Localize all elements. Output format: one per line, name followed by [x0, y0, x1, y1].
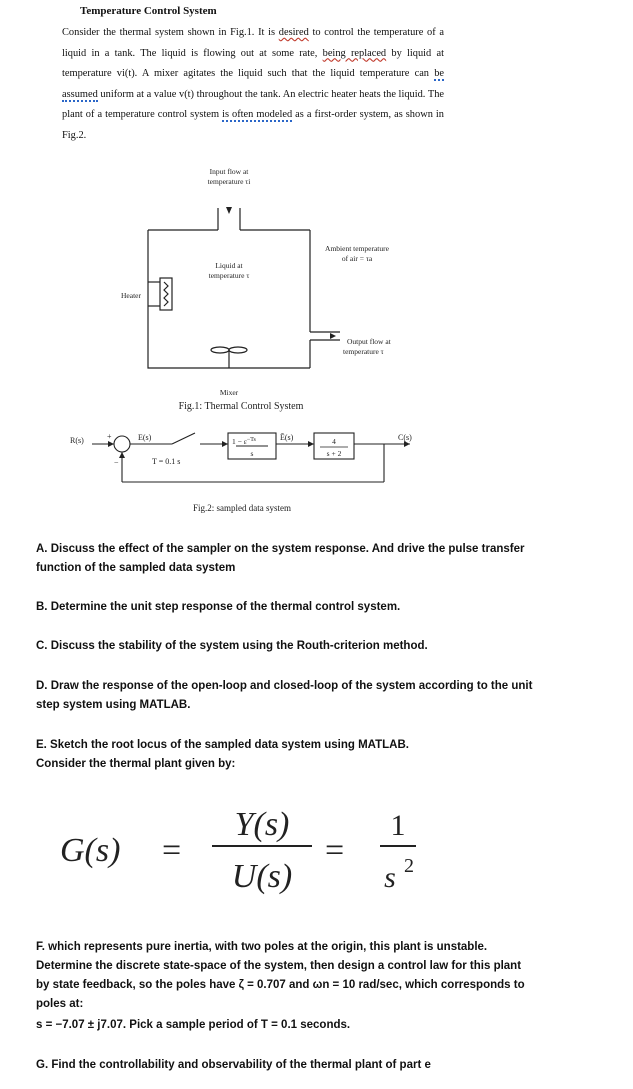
- formula-lhs: G(s): [60, 832, 121, 869]
- intro-text-1: Consider the thermal system shown in Fig.1. It is: [62, 27, 279, 38]
- question-a: A. Discuss the effect of the sampler on the system response. And drive the pulse transfer function of the sampled data system: [36, 543, 525, 574]
- sampled-data-block-diagram: [0, 420, 633, 520]
- intro-text-2: to control the temperature of a liquid in a tank. The liquid is flowing out at some rate,: [62, 27, 445, 59]
- document-title: Temperature Control System: [80, 5, 217, 17]
- heater-label: Heater: [121, 291, 141, 300]
- liquid-temperature-label: temperature τ: [208, 271, 250, 280]
- intro-flagged-word-4: is often modeled: [222, 109, 293, 120]
- output-flow-label: Output flow at: [347, 337, 391, 346]
- fig1-caption: Fig.1: Thermal Control System: [178, 401, 304, 412]
- question-c: C. Discuss the stability of the system using the Routh-criterion method.: [36, 640, 428, 652]
- input-temperature-label: temperature τi: [207, 177, 251, 186]
- intro-flagged-word-3: be assumed: [62, 68, 444, 100]
- input-signal-label: R(s): [70, 436, 84, 445]
- liquid-label: Liquid at: [215, 261, 243, 270]
- error-signal-label: E(s): [138, 433, 152, 442]
- intro-text-4: uniform at a value v(t) throughout the tank. An electric heater heats the liquid. The plant of a temperature control system: [62, 88, 444, 120]
- plant-transfer-function: [0, 790, 633, 900]
- heater-element: [160, 278, 172, 310]
- thermal-system-diagram: [0, 160, 633, 415]
- question-b: B. Determine the unit step response of the thermal control system.: [36, 601, 401, 613]
- zoh-denominator: s: [250, 449, 254, 458]
- formula-denominator: U(s): [231, 858, 293, 895]
- intro-paragraph: [62, 23, 444, 146]
- ambient-label: Ambient temperature: [325, 244, 389, 253]
- sampled-error-label: Ē(s): [280, 433, 294, 442]
- inflow-arrow: [226, 207, 232, 214]
- formula-equals-2: =: [325, 832, 345, 869]
- formula-equals-1: =: [162, 832, 182, 869]
- sampler-switch: [172, 433, 195, 444]
- intro-flagged-word-1: desired: [278, 27, 309, 38]
- formula-denominator-2: s: [384, 861, 396, 894]
- plus-sign: +: [107, 432, 112, 441]
- mixer-label: Mixer: [219, 388, 239, 397]
- question-e: E. Sketch the root locus of the sampled data system using MATLAB.: [36, 739, 409, 751]
- output-signal-label: C(s): [398, 433, 412, 442]
- fig2-caption: Fig.2: sampled data system: [193, 503, 291, 513]
- plant-denominator: s + 2: [326, 449, 342, 458]
- outflow-arrow: [330, 333, 336, 339]
- plant-numerator: 4: [332, 437, 336, 446]
- intro-text-3: by liquid at temperature vi(t). A mixer agitates the liquid such that the liquid temperature can: [62, 47, 444, 79]
- zoh-numerator: $1 - \varepsilon^{-Ts}$: [232, 437, 256, 446]
- input-flow-label: Input flow at: [209, 167, 249, 176]
- question-d: D. Draw the response of the open-loop and closed-loop of the system according to the unit step system using MATLAB.: [36, 680, 533, 711]
- output-temperature-label: temperature τ: [343, 347, 384, 356]
- intro-text-5: as a first-order system, as shown in Fig.2.: [62, 109, 444, 141]
- question-g: G. Find the controllability and observability of the thermal plant of part e: [36, 1059, 431, 1071]
- mixer-blade: [211, 347, 229, 353]
- formula-exponent: 2: [404, 855, 414, 877]
- formula-numerator: Y(s): [234, 806, 290, 843]
- sample-period-label: T = 0.1 s: [152, 457, 181, 466]
- question-f-poles: s = −7.07 ± j7.07. Pick a sample period of T = 0.1 seconds.: [36, 1019, 351, 1031]
- intro-flagged-word-2: being replaced: [322, 47, 387, 59]
- ambient-temperature-label: of air = τa: [341, 254, 373, 263]
- minus-sign: −: [114, 458, 119, 467]
- question-e-plant: Consider the thermal plant given by:: [36, 758, 236, 770]
- question-f: F. which represents pure inertia, with two poles at the origin, this plant is unstable. Determine the discrete state-space of the system, then design a control law for this plant by state feedback, so the poles have ζ = 0.707 and ωn = 10 rad/sec, which corresponds to poles at:: [36, 941, 525, 1010]
- formula-numerator-2: 1: [390, 809, 406, 842]
- summing-junction: [114, 436, 130, 452]
